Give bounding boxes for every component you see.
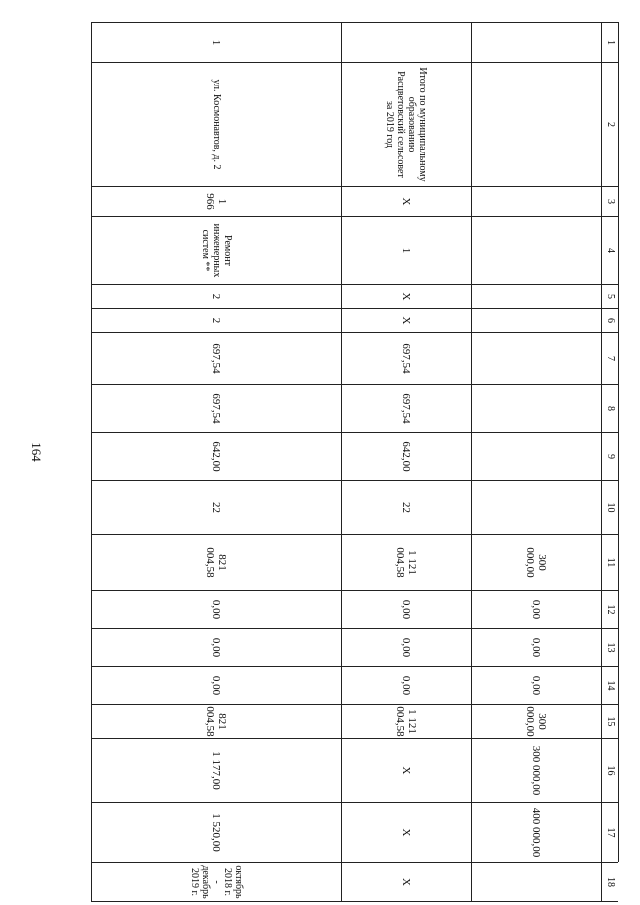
table-cell: 642,00 [341,433,471,481]
col-header: 13 [601,629,618,667]
table-cell: 300 000,00 [471,705,601,739]
col-header: 6 [601,309,618,333]
table-cell: 0,00 [341,591,471,629]
table-cell: 1 [341,217,471,285]
col-header: 8 [601,385,618,433]
col-header: 9 [601,433,618,481]
table-cell: 1 520,00 [91,803,341,863]
data-table [91,22,619,899]
table-cell [471,333,601,385]
table-cell: X [341,739,471,803]
col-header: 3 [601,187,618,217]
table-cell: 1 121 004,58 [341,705,471,739]
period-cell: октябрь 2018 г. - декабрь 2019 г. [91,863,341,902]
table-cell: 697,54 [341,333,471,385]
table-cell [471,433,601,481]
table-cell: 0,00 [341,629,471,667]
col-header: 16 [601,739,618,803]
table-cell: 0,00 [91,667,341,705]
table-cell: 642,00 [91,433,341,481]
table-cell: 1 [91,23,341,63]
total-label-cell: Итого по муниципальному образованию Расцветовский сельсовет за 2019 год [341,63,471,187]
table-cell: 300 000,00 [471,739,601,803]
col-header: 10 [601,481,618,535]
col-header: 5 [601,285,618,309]
table-cell: 2 [91,285,341,309]
table-cell: X [341,863,471,902]
table-cell: 1 177,00 [91,739,341,803]
col-header: 7 [601,333,618,385]
table-cell [471,481,601,535]
table-cell: X [341,309,471,333]
table-cell: 400 000,00 [471,803,601,863]
col-header: 2 [601,63,618,187]
col-header: 15 [601,705,618,739]
table-cell [471,63,601,187]
table-cell: 697,54 [341,385,471,433]
table-cell [471,23,601,63]
col-header: 4 [601,217,618,285]
table-cell: 1 121 004,58 [341,535,471,591]
table-cell: 0,00 [471,591,601,629]
table-cell: 22 [341,481,471,535]
table-cell: 697,54 [91,385,341,433]
table-cell [471,187,601,217]
address-cell: ул. Космонавтов, д. 2 [91,63,341,187]
page-number: 164 [29,442,44,462]
table-cell [471,217,601,285]
table-cell: 22 [91,481,341,535]
col-header: 1 [601,23,618,63]
table-cell [471,309,601,333]
table-cell: X [341,285,471,309]
table-cell: 0,00 [91,629,341,667]
table-cell: 1 966 [91,187,341,217]
col-header: 18 [601,863,618,902]
table-cell [341,23,471,63]
table-cell: 300 000,00 [471,535,601,591]
table-cell [471,863,601,902]
table-cell: 821 004,58 [91,535,341,591]
table-cell: X [341,803,471,863]
table-cell: 697,54 [91,333,341,385]
col-header: 17 [601,803,618,863]
table-cell: 0,00 [471,629,601,667]
rotated-table-area [92,22,619,899]
table-cell: 821 004,58 [91,705,341,739]
table-cell: 0,00 [91,591,341,629]
col-header: 11 [601,535,618,591]
col-header: 12 [601,591,618,629]
table-cell: 0,00 [341,667,471,705]
table-cell [471,285,601,309]
table-cell: X [341,187,471,217]
table-cell [471,385,601,433]
work-type-cell: Ремонт инженерных систем ** [91,217,341,285]
table-cell: 0,00 [471,667,601,705]
col-header: 14 [601,667,618,705]
table-cell: 2 [91,309,341,333]
